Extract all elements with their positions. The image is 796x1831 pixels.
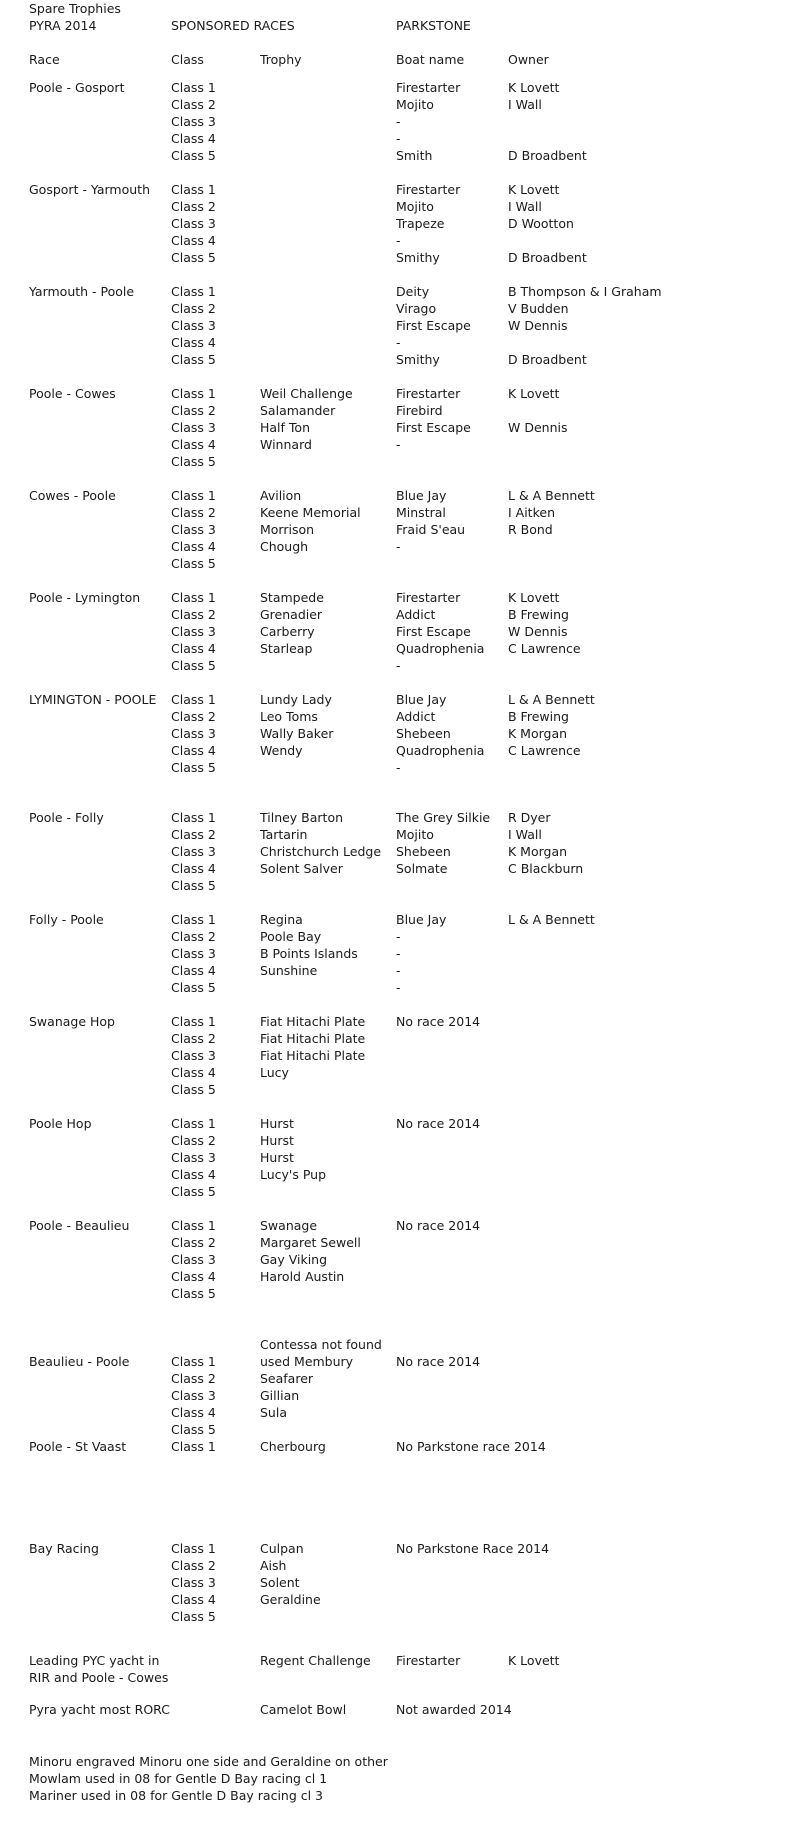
class-cell: Class 3 bbox=[171, 946, 216, 961]
owner-cell: C Lawrence bbox=[508, 743, 581, 758]
race-name: Beaulieu - Poole bbox=[29, 1354, 130, 1369]
owner-cell: R Bond bbox=[508, 522, 553, 537]
trophy-cell: Lucy's Pup bbox=[260, 1167, 327, 1182]
boat-name-cell: No race 2014 bbox=[396, 1354, 481, 1369]
boat-name-cell: No Parkstone Race 2014 bbox=[396, 1541, 550, 1556]
race-name: Cowes - Poole bbox=[29, 488, 116, 503]
race-name: Poole - Gosport bbox=[29, 80, 125, 95]
boat-name-cell: Deity bbox=[396, 284, 430, 299]
class-cell: Class 2 bbox=[171, 929, 216, 944]
class-cell: Class 2 bbox=[171, 709, 216, 724]
boat-name-cell: - bbox=[396, 760, 401, 775]
trophy-cell: Weil Challenge bbox=[260, 386, 353, 401]
trophy-cell: Starleap bbox=[260, 641, 313, 656]
trophy-cell: Fiat Hitachi Plate bbox=[260, 1031, 366, 1046]
column-header-boat: Boat name bbox=[396, 52, 465, 67]
boat-name-cell: No race 2014 bbox=[396, 1218, 481, 1233]
trophy-cell: Geraldine bbox=[260, 1592, 321, 1607]
owner-cell: I Wall bbox=[508, 199, 542, 214]
race-name: Poole - St Vaast bbox=[29, 1439, 127, 1454]
boat-name-cell: - bbox=[396, 980, 401, 995]
trophy-cell: Salamander bbox=[260, 403, 336, 418]
race-name: Swanage Hop bbox=[29, 1014, 115, 1029]
column-header-trophy: Trophy bbox=[260, 52, 302, 67]
class-cell: Class 3 bbox=[171, 1048, 216, 1063]
column-header-owner: Owner bbox=[508, 52, 549, 67]
class-cell: Class 3 bbox=[171, 1575, 216, 1590]
trophy-cell: Carberry bbox=[260, 624, 315, 639]
trophy-note: Contessa not found bbox=[260, 1337, 382, 1352]
boat-name-cell: Addict bbox=[396, 607, 436, 622]
class-cell: Class 2 bbox=[171, 505, 216, 520]
column-header-race: Race bbox=[29, 52, 60, 67]
class-cell: Class 1 bbox=[171, 1439, 216, 1454]
class-cell: Class 1 bbox=[171, 590, 216, 605]
owner-cell: K Lovett bbox=[508, 80, 560, 95]
trophy-cell: Keene Memorial bbox=[260, 505, 361, 520]
owner-cell: K Lovett bbox=[508, 386, 560, 401]
class-cell: Class 3 bbox=[171, 1150, 216, 1165]
boat-name-cell: Shebeen bbox=[396, 726, 451, 741]
class-cell: Class 5 bbox=[171, 760, 216, 775]
class-cell: Class 3 bbox=[171, 522, 216, 537]
trophy-cell: Half Ton bbox=[260, 420, 310, 435]
class-cell: Class 5 bbox=[171, 352, 216, 367]
owner-cell: B Frewing bbox=[508, 709, 569, 724]
class-cell: Class 4 bbox=[171, 743, 216, 758]
trophy-cell: Winnard bbox=[260, 437, 312, 452]
class-cell: Class 4 bbox=[171, 963, 216, 978]
class-cell: Class 4 bbox=[171, 641, 216, 656]
boat-name-cell: Smith bbox=[396, 148, 433, 163]
class-cell: Class 3 bbox=[171, 114, 216, 129]
trophy-cell: Tartarin bbox=[260, 827, 308, 842]
class-cell: Class 5 bbox=[171, 658, 216, 673]
footnote: Mariner used in 08 for Gentle D Bay racing cl 3 bbox=[29, 1788, 324, 1803]
owner-cell: L & A Bennett bbox=[508, 912, 595, 927]
class-cell: Class 3 bbox=[171, 726, 216, 741]
boat-name-cell: - bbox=[396, 539, 401, 554]
class-cell: Class 2 bbox=[171, 1235, 216, 1250]
race-name: RIR and Poole - Cowes bbox=[29, 1670, 169, 1685]
boat-name-cell: Smithy bbox=[396, 352, 440, 367]
class-cell: Class 1 bbox=[171, 1218, 216, 1233]
owner-cell: L & A Bennett bbox=[508, 692, 595, 707]
boat-name-cell: - bbox=[396, 929, 401, 944]
boat-name-cell: No race 2014 bbox=[396, 1014, 481, 1029]
class-cell: Class 4 bbox=[171, 1065, 216, 1080]
trophy-cell: Fiat Hitachi Plate bbox=[260, 1014, 366, 1029]
trophy-cell: Harold Austin bbox=[260, 1269, 345, 1284]
trophy-cell: Seafarer bbox=[260, 1371, 314, 1386]
class-cell: Class 4 bbox=[171, 539, 216, 554]
owner-cell: L & A Bennett bbox=[508, 488, 595, 503]
boat-name-cell: Quadrophenia bbox=[396, 641, 485, 656]
class-cell: Class 3 bbox=[171, 1388, 216, 1403]
race-name: Bay Racing bbox=[29, 1541, 99, 1556]
boat-name-cell: Trapeze bbox=[396, 216, 445, 231]
trophy-cell: Lundy Lady bbox=[260, 692, 332, 707]
trophy-cell: used Membury bbox=[260, 1354, 354, 1369]
document-title: PYRA 2014 bbox=[29, 18, 97, 33]
class-cell: Class 5 bbox=[171, 556, 216, 571]
trophy-cell: Avilion bbox=[260, 488, 302, 503]
trophy-cell: Margaret Sewell bbox=[260, 1235, 361, 1250]
class-cell: Class 4 bbox=[171, 335, 216, 350]
boat-name-cell: Shebeen bbox=[396, 844, 451, 859]
owner-cell: D Broadbent bbox=[508, 250, 587, 265]
boat-name-cell: Smithy bbox=[396, 250, 440, 265]
boat-name-cell: - bbox=[396, 114, 401, 129]
boat-name-cell: Mojito bbox=[396, 827, 434, 842]
class-cell: Class 1 bbox=[171, 692, 216, 707]
class-cell: Class 4 bbox=[171, 233, 216, 248]
boat-name-cell: - bbox=[396, 946, 401, 961]
boat-name-cell: - bbox=[396, 233, 401, 248]
owner-cell: D Broadbent bbox=[508, 148, 587, 163]
class-cell: Class 5 bbox=[171, 250, 216, 265]
trophy-cell: Cherbourg bbox=[260, 1439, 326, 1454]
class-cell: Class 2 bbox=[171, 301, 216, 316]
class-cell: Class 4 bbox=[171, 1269, 216, 1284]
trophy-cell: Leo Toms bbox=[260, 709, 318, 724]
trophy-cell: Sunshine bbox=[260, 963, 318, 978]
trophy-cell: Fiat Hitachi Plate bbox=[260, 1048, 366, 1063]
class-cell: Class 1 bbox=[171, 810, 216, 825]
trophy-cell: Wendy bbox=[260, 743, 303, 758]
club-title: PARKSTONE bbox=[396, 18, 471, 33]
owner-cell: V Budden bbox=[508, 301, 569, 316]
owner-cell: W Dennis bbox=[508, 318, 568, 333]
class-cell: Class 3 bbox=[171, 624, 216, 639]
class-cell: Class 3 bbox=[171, 216, 216, 231]
boat-name-cell: Firestarter bbox=[396, 182, 461, 197]
boat-name-cell: Virago bbox=[396, 301, 437, 316]
class-cell: Class 3 bbox=[171, 844, 216, 859]
owner-cell: B Frewing bbox=[508, 607, 569, 622]
class-cell: Class 2 bbox=[171, 1133, 216, 1148]
boat-name-cell: First Escape bbox=[396, 624, 471, 639]
owner-cell: D Broadbent bbox=[508, 352, 587, 367]
race-name: Leading PYC yacht in bbox=[29, 1653, 160, 1668]
class-cell: Class 4 bbox=[171, 1405, 216, 1420]
boat-name-cell: Firestarter bbox=[396, 386, 461, 401]
boat-name-cell: Mojito bbox=[396, 199, 434, 214]
owner-cell: K Morgan bbox=[508, 726, 568, 741]
trophy-cell: Solent bbox=[260, 1575, 300, 1590]
owner-cell: K Lovett bbox=[508, 182, 560, 197]
owner-cell: K Morgan bbox=[508, 844, 568, 859]
trophy-cell: Grenadier bbox=[260, 607, 323, 622]
owner-cell: R Dyer bbox=[508, 810, 551, 825]
class-cell: Class 2 bbox=[171, 1371, 216, 1386]
trophy-cell: Morrison bbox=[260, 522, 315, 537]
boat-name-cell: Addict bbox=[396, 709, 436, 724]
owner-cell: W Dennis bbox=[508, 624, 568, 639]
race-name: Folly - Poole bbox=[29, 912, 104, 927]
trophy-cell: Regent Challenge bbox=[260, 1653, 371, 1668]
trophy-cell: Chough bbox=[260, 539, 309, 554]
boat-name-cell: First Escape bbox=[396, 318, 471, 333]
class-cell: Class 3 bbox=[171, 318, 216, 333]
trophy-cell: Hurst bbox=[260, 1116, 294, 1131]
class-cell: Class 5 bbox=[171, 980, 216, 995]
class-cell: Class 5 bbox=[171, 454, 216, 469]
class-cell: Class 4 bbox=[171, 1167, 216, 1182]
class-cell: Class 3 bbox=[171, 420, 216, 435]
footnote: Minoru engraved Minoru one side and Geraldine on other bbox=[29, 1754, 388, 1769]
class-cell: Class 5 bbox=[171, 1082, 216, 1097]
boat-name-cell: - bbox=[396, 437, 401, 452]
boat-name-cell: - bbox=[396, 963, 401, 978]
boat-name-cell: Not awarded 2014 bbox=[396, 1702, 512, 1717]
trophy-cell: Culpan bbox=[260, 1541, 304, 1556]
owner-cell: K Lovett bbox=[508, 590, 560, 605]
boat-name-cell: Solmate bbox=[396, 861, 448, 876]
owner-cell: W Dennis bbox=[508, 420, 568, 435]
boat-name-cell: Minstral bbox=[396, 505, 446, 520]
class-cell: Class 1 bbox=[171, 1354, 216, 1369]
boat-name-cell: Firestarter bbox=[396, 1653, 461, 1668]
trophy-cell: Wally Baker bbox=[260, 726, 334, 741]
owner-cell: K Lovett bbox=[508, 1653, 560, 1668]
trophy-cell: Sula bbox=[260, 1405, 287, 1420]
boat-name-cell: Firebird bbox=[396, 403, 443, 418]
class-cell: Class 2 bbox=[171, 1031, 216, 1046]
footnote: Mowlam used in 08 for Gentle D Bay racing cl 1 bbox=[29, 1771, 328, 1786]
owner-cell: I Aitken bbox=[508, 505, 555, 520]
class-cell: Class 4 bbox=[171, 437, 216, 452]
class-cell: Class 1 bbox=[171, 1014, 216, 1029]
race-name: Pyra yacht most RORC bbox=[29, 1702, 170, 1717]
owner-cell: B Thompson & I Graham bbox=[508, 284, 662, 299]
class-cell: Class 4 bbox=[171, 1592, 216, 1607]
trophy-cell: Gillian bbox=[260, 1388, 300, 1403]
class-cell: Class 1 bbox=[171, 488, 216, 503]
class-cell: Class 1 bbox=[171, 284, 216, 299]
race-name: Yarmouth - Poole bbox=[29, 284, 135, 299]
boat-name-cell: Fraid S'eau bbox=[396, 522, 466, 537]
owner-cell: C Lawrence bbox=[508, 641, 581, 656]
boat-name-cell: First Escape bbox=[396, 420, 471, 435]
trophy-cell: Lucy bbox=[260, 1065, 289, 1080]
class-cell: Class 5 bbox=[171, 1609, 216, 1624]
boat-name-cell: - bbox=[396, 131, 401, 146]
race-name: Spare Trophies bbox=[29, 1, 121, 16]
class-cell: Class 5 bbox=[171, 148, 216, 163]
class-cell: Class 5 bbox=[171, 1184, 216, 1199]
trophy-cell: Swanage bbox=[260, 1218, 318, 1233]
boat-name-cell: Firestarter bbox=[396, 590, 461, 605]
boat-name-cell: - bbox=[396, 658, 401, 673]
class-cell: Class 4 bbox=[171, 131, 216, 146]
trophy-cell: Regina bbox=[260, 912, 303, 927]
boat-name-cell: No race 2014 bbox=[396, 1116, 481, 1131]
class-cell: Class 5 bbox=[171, 1422, 216, 1437]
class-cell: Class 2 bbox=[171, 403, 216, 418]
trophy-cell: Hurst bbox=[260, 1133, 294, 1148]
class-cell: Class 1 bbox=[171, 912, 216, 927]
class-cell: Class 1 bbox=[171, 1116, 216, 1131]
boat-name-cell: Blue Jay bbox=[396, 692, 447, 707]
race-name: Gosport - Yarmouth bbox=[29, 182, 150, 197]
class-cell: Class 3 bbox=[171, 1252, 216, 1267]
section-title: SPONSORED RACES bbox=[171, 18, 295, 33]
trophy-cell: B Points Islands bbox=[260, 946, 358, 961]
column-header-class: Class bbox=[171, 52, 204, 67]
trophy-cell: Aish bbox=[260, 1558, 287, 1573]
class-cell: Class 1 bbox=[171, 182, 216, 197]
trophy-cell: Solent Salver bbox=[260, 861, 343, 876]
class-cell: Class 5 bbox=[171, 878, 216, 893]
boat-name-cell: Quadrophenia bbox=[396, 743, 485, 758]
owner-cell: D Wootton bbox=[508, 216, 574, 231]
boat-name-cell: - bbox=[396, 335, 401, 350]
trophy-cell: Camelot Bowl bbox=[260, 1702, 347, 1717]
owner-cell: I Wall bbox=[508, 97, 542, 112]
race-name: LYMINGTON - POOLE bbox=[29, 692, 157, 707]
class-cell: Class 5 bbox=[171, 1286, 216, 1301]
race-name: Poole - Folly bbox=[29, 810, 104, 825]
trophy-cell: Tilney Barton bbox=[260, 810, 344, 825]
trophy-cell: Stampede bbox=[260, 590, 324, 605]
class-cell: Class 2 bbox=[171, 1558, 216, 1573]
trophy-cell: Gay Viking bbox=[260, 1252, 328, 1267]
class-cell: Class 1 bbox=[171, 80, 216, 95]
boat-name-cell: Mojito bbox=[396, 97, 434, 112]
class-cell: Class 4 bbox=[171, 861, 216, 876]
race-name: Poole - Lymington bbox=[29, 590, 141, 605]
class-cell: Class 1 bbox=[171, 1541, 216, 1556]
owner-cell: C Blackburn bbox=[508, 861, 584, 876]
boat-name-cell: Blue Jay bbox=[396, 912, 447, 927]
race-name: Poole - Cowes bbox=[29, 386, 116, 401]
race-name: Poole Hop bbox=[29, 1116, 92, 1131]
boat-name-cell: The Grey Silkie bbox=[396, 810, 491, 825]
trophy-cell: Poole Bay bbox=[260, 929, 322, 944]
boat-name-cell: Blue Jay bbox=[396, 488, 447, 503]
class-cell: Class 2 bbox=[171, 97, 216, 112]
boat-name-cell: No Parkstone race 2014 bbox=[396, 1439, 546, 1454]
race-name: Poole - Beaulieu bbox=[29, 1218, 130, 1233]
owner-cell: I Wall bbox=[508, 827, 542, 842]
trophy-cell: Hurst bbox=[260, 1150, 294, 1165]
class-cell: Class 2 bbox=[171, 827, 216, 842]
class-cell: Class 1 bbox=[171, 386, 216, 401]
class-cell: Class 2 bbox=[171, 607, 216, 622]
boat-name-cell: Firestarter bbox=[396, 80, 461, 95]
class-cell: Class 2 bbox=[171, 199, 216, 214]
trophy-cell: Christchurch Ledge bbox=[260, 844, 382, 859]
